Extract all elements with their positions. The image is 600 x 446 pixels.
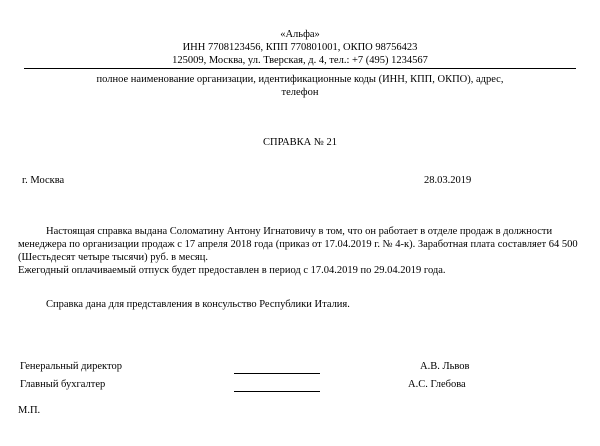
document-place: г. Москва xyxy=(22,175,65,186)
signature-line-accountant xyxy=(234,391,320,392)
signature-name-accountant: А.С. Глебова xyxy=(408,379,466,390)
header-caption-line1: полное наименование организации, идентификационные коды (ИНН, КПП, ОКПО), адрес, xyxy=(96,74,504,85)
purpose-statement: Справка дана для представления в консульство Республики Италия. xyxy=(46,299,350,310)
signature-line-director xyxy=(234,373,320,374)
signature-position-director: Генеральный директор xyxy=(20,361,122,372)
document-date: 28.03.2019 xyxy=(424,175,472,186)
stamp-place: М.П. xyxy=(18,405,41,416)
body-paragraph-employment: Настоящая справка выдана Соломатину Антону Игнатовичу в том, что он работает в отделе продаж в должности менеджера по организации продаж с 17 апреля 2018 года (приказ от 17.04.2019 г. № 4-к). Заработная плата составляет 64 500 (Шестьдесят четыре тысячи) руб. в месяц. xyxy=(18,226,578,263)
signature-position-accountant: Главный бухгалтер xyxy=(20,379,106,390)
signature-name-director: А.В. Львов xyxy=(420,361,470,372)
header-divider xyxy=(24,68,576,69)
document-title: СПРАВКА № 21 xyxy=(262,137,338,148)
body-paragraph-vacation: Ежегодный оплачиваемый отпуск будет предоставлен в период с 17.04.2019 по 29.04.2019 года. xyxy=(18,265,446,276)
org-address: 125009, Москва, ул. Тверская, д. 4, тел.: +7 (495) 1234567 xyxy=(172,55,428,66)
header-caption-line2: телефон xyxy=(281,87,319,98)
org-codes: ИНН 7708123456, КПП 770801001, ОКПО 98756423 xyxy=(182,42,418,53)
org-name: «Альфа» xyxy=(280,29,320,40)
